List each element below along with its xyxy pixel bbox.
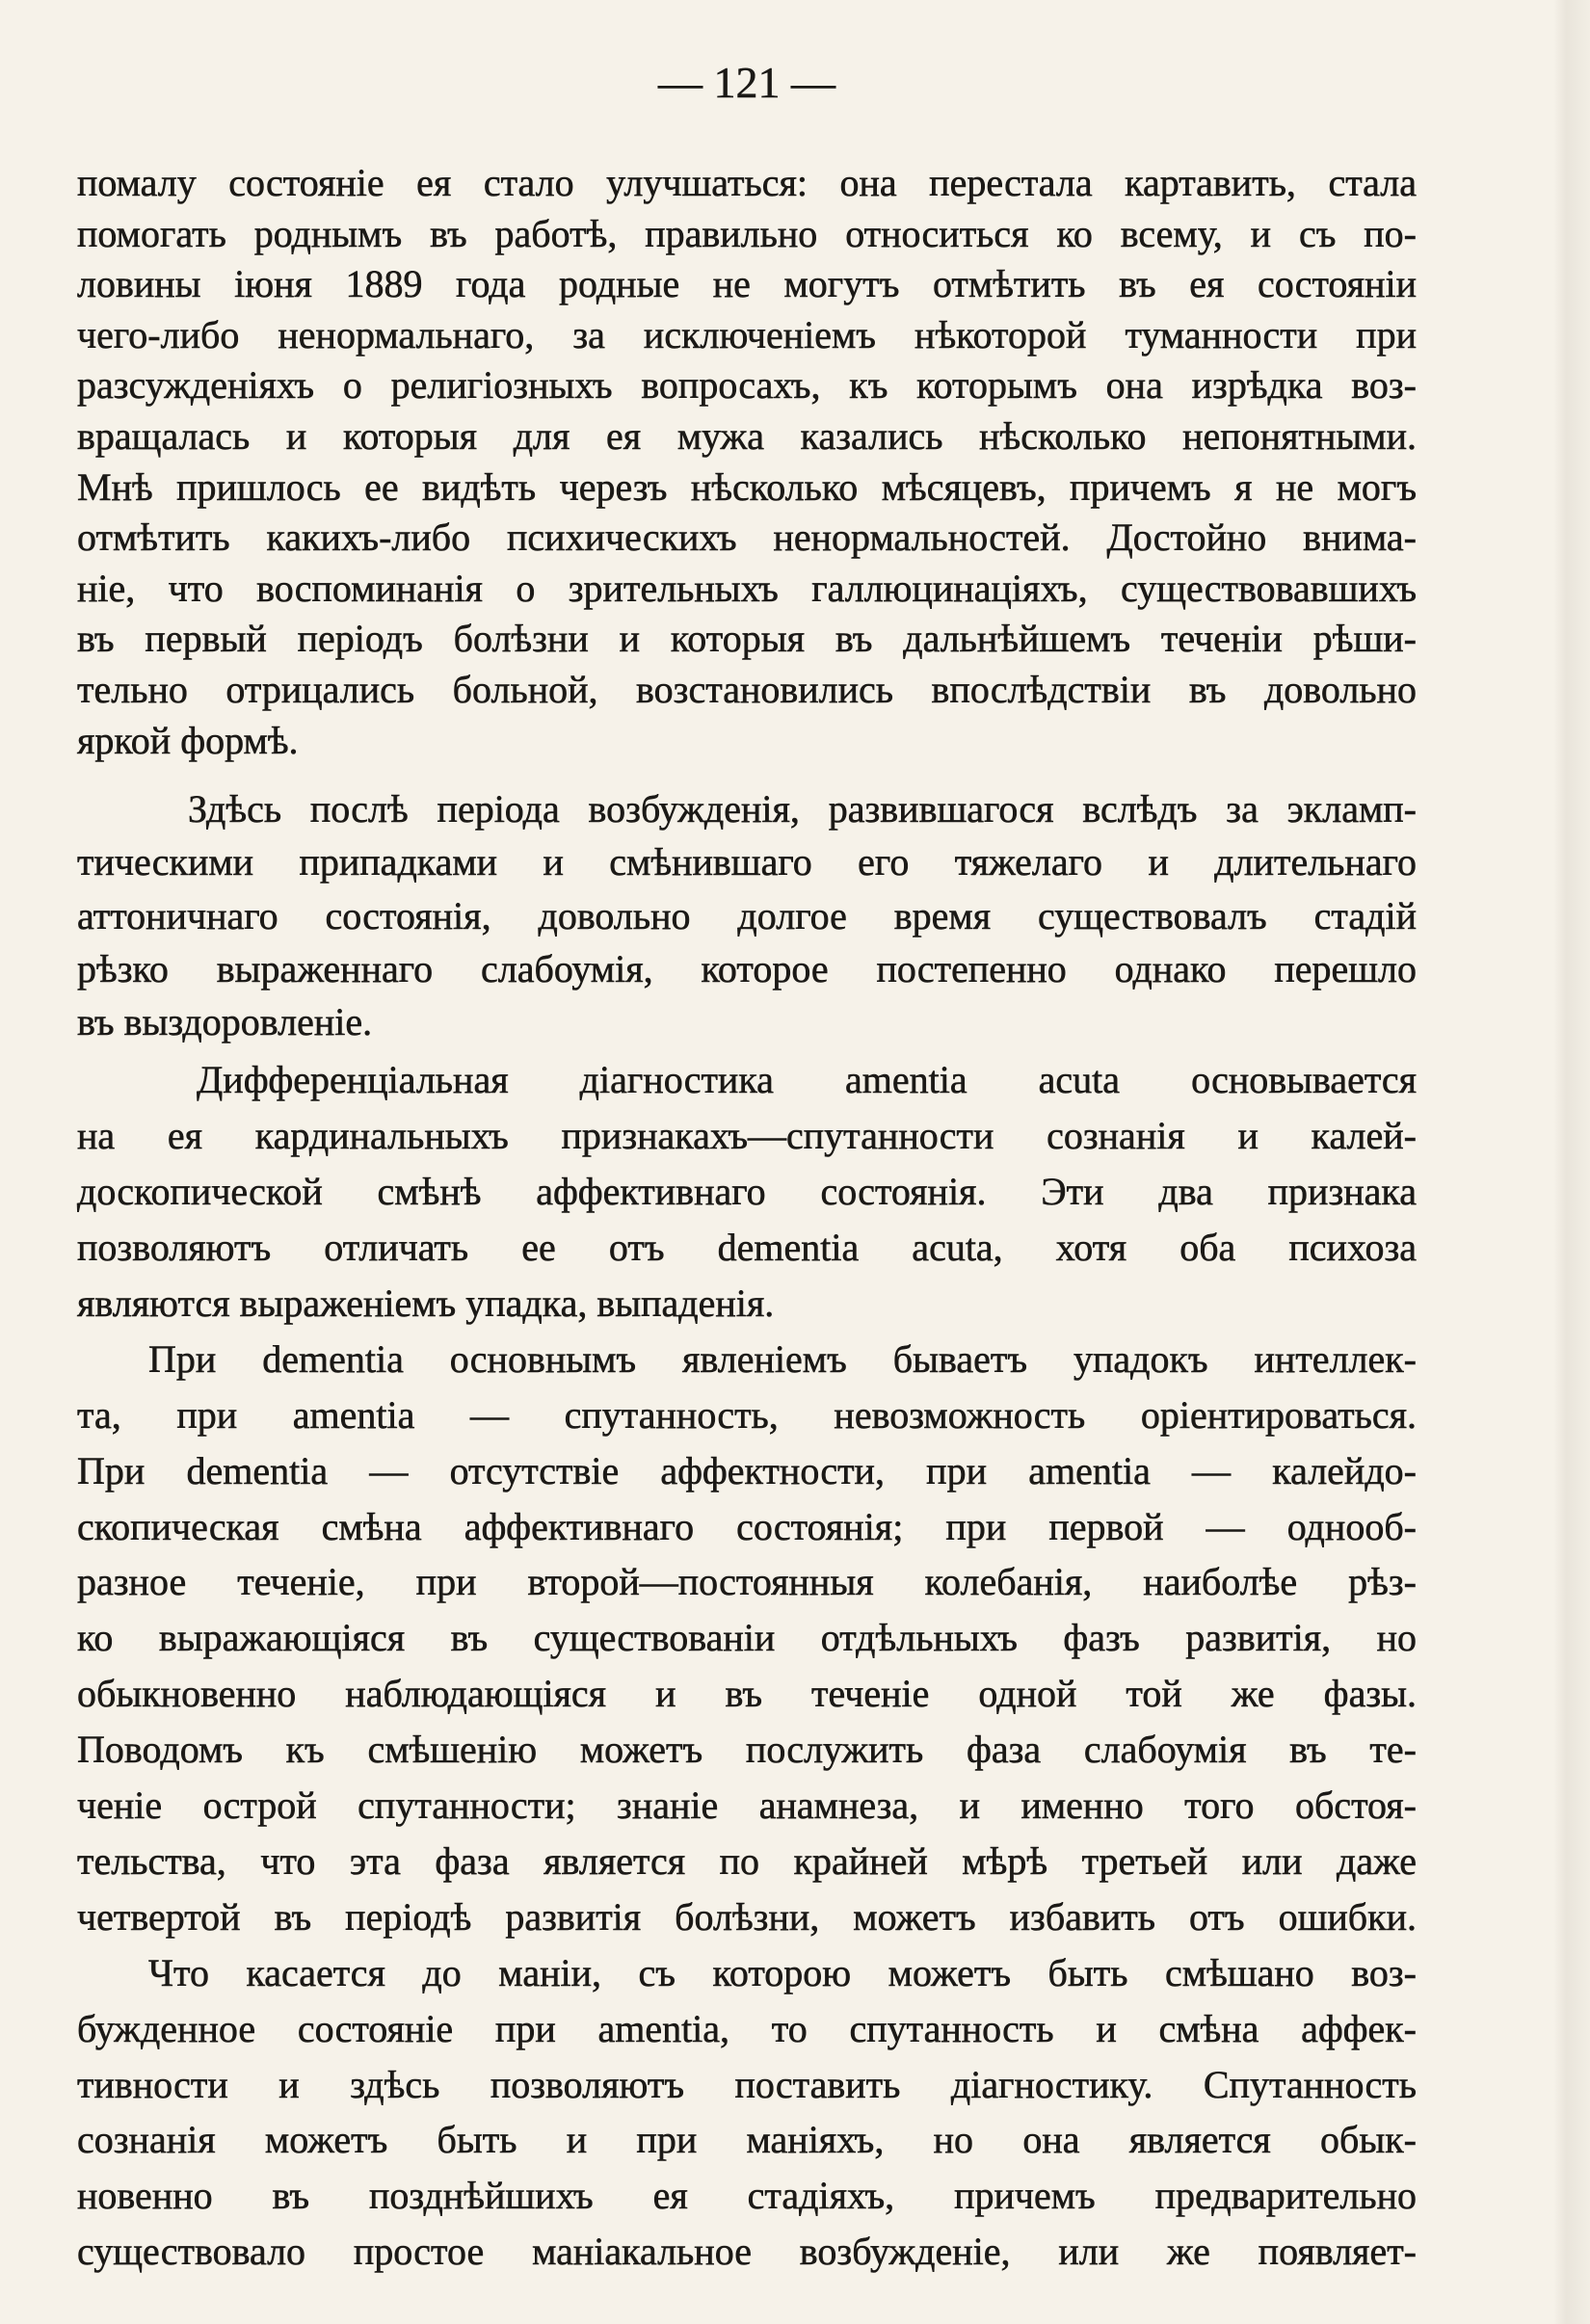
text-line: четвертой въ періодѣ развитія болѣзни, можетъ избавить отъ ошибки. [77, 1894, 1417, 1939]
text-line: существовало простое маніакальное возбужденіе, или же появляет- [77, 2230, 1417, 2274]
text-line: являются выраженіемъ упадка, выпаденія. [77, 1281, 775, 1326]
text-line: рѣзко выраженнаго слабоумія, которое постепенно однако перешло [77, 946, 1417, 990]
text-line: Поводомъ къ смѣшенію можетъ послужить фаза слабоумія въ те- [77, 1728, 1417, 1772]
text-line: та, при amentia — спутанность, невозможность оріентироваться. [77, 1392, 1417, 1437]
text-line: Что касается до маніи, съ которою можетъ быть смѣшано воз- [148, 1950, 1417, 1994]
text-line: вращалась и которыя для ея мужа казались нѣсколько непонятными. [77, 413, 1417, 458]
paragraph [77, 158, 1417, 766]
text-line: тельства, что эта фаза является по крайней мѣрѣ третьей или даже [77, 1838, 1417, 1883]
text-line: обыкновенно наблюдающіяся и въ теченіе одной той же фазы. [77, 1672, 1417, 1716]
text-line: доскопической смѣнѣ аффективнаго состоянія. Эти два признака [77, 1170, 1417, 1214]
text-line: разсужденіяхъ о религіозныхъ вопросахъ, къ которымъ она изрѣдка воз- [77, 363, 1417, 408]
text-line: яркой формѣ. [77, 718, 299, 762]
text-line: ченіе острой спутанности; знаніе анамнеза, и именно того обстоя- [77, 1783, 1417, 1828]
paragraph [77, 1945, 1417, 2280]
text-line: въ первый періодъ болѣзни и которыя въ дальнѣйшемъ теченіи рѣши- [77, 617, 1417, 661]
page-edge-shadow [1553, 0, 1590, 2324]
text-line: тическими припадками и смѣнившаго его тяжелаго и длительнаго [77, 840, 1417, 885]
paragraph [77, 1052, 1417, 1331]
text-line: аттоничнаго состоянія, довольно долгое время существовалъ стадій [77, 893, 1417, 938]
text-line: тельно отрицались больной, возстановились впослѣдствіи въ довольно [77, 667, 1417, 711]
text-line: новенно въ позднѣйшихъ ея стадіяхъ, причемъ предварительно [77, 2174, 1417, 2218]
text-line: тивности и здѣсь позволяютъ поставить діагностику. Спутанность [77, 2062, 1417, 2106]
text-line: Здѣсь послѣ періода возбужденія, развившагося вслѣдъ за экламп- [188, 786, 1417, 831]
text-line: отмѣтить какихъ-либо психическихъ ненормальностей. Достойно внима- [77, 515, 1417, 560]
text-line: позволяютъ отличать ее отъ dementia acuta, хотя оба психоза [77, 1226, 1417, 1270]
text-line: на ея кардинальныхъ признакахъ—спутанности сознанія и калей- [77, 1114, 1417, 1158]
text-line: бужденное состояніе при amentia, то спутанность и смѣна аффек- [77, 2006, 1417, 2050]
text-line: При dementia основнымъ явленіемъ бываетъ упадокъ интеллек- [148, 1336, 1417, 1381]
text-line: помалу состояніе ея стало улучшаться: она перестала картавить, стала [77, 161, 1417, 204]
text-line: скопическая смѣна аффективнаго состоянія; при первой — однооб- [77, 1504, 1417, 1548]
text-line: сознанія можетъ быть и при маніяхъ, но она является обык- [77, 2118, 1417, 2162]
text-line: ніе, что воспоминанія о зрительныхъ галлюцинаціяхъ, существовавшихъ [77, 566, 1417, 610]
text-line: ко выражающіяся въ существованіи отдѣльныхъ фазъ развитія, но [77, 1616, 1417, 1660]
text-line: въ выздоровленіе. [77, 1000, 373, 1044]
text-body [77, 158, 1417, 2280]
page-number: — 121 — [658, 58, 835, 107]
text-line: разное теченіе, при второй—постоянныя колебанія, наиболѣе рѣз- [77, 1560, 1417, 1604]
text-line: чего-либо ненормальнаго, за исключеніемъ нѣкоторой туманности при [77, 312, 1417, 357]
text-line: При dementia — отсутствіе аффектности, при amentia — калейдо- [77, 1448, 1417, 1492]
text-line: Дифференціальная діагностика amentia acuta основывается [197, 1058, 1417, 1102]
text-line: ловины іюня 1889 года родные не могутъ отмѣтить въ ея состояніи [77, 262, 1417, 306]
paragraph [77, 782, 1417, 1049]
text-line: помогать роднымъ въ работѣ, правильно относиться ко всему, и съ по- [77, 211, 1417, 255]
paragraph [77, 1332, 1417, 1945]
text-line: Мнѣ пришлось ее видѣть черезъ нѣсколько мѣсяцевъ, причемъ я не могъ [77, 464, 1417, 509]
